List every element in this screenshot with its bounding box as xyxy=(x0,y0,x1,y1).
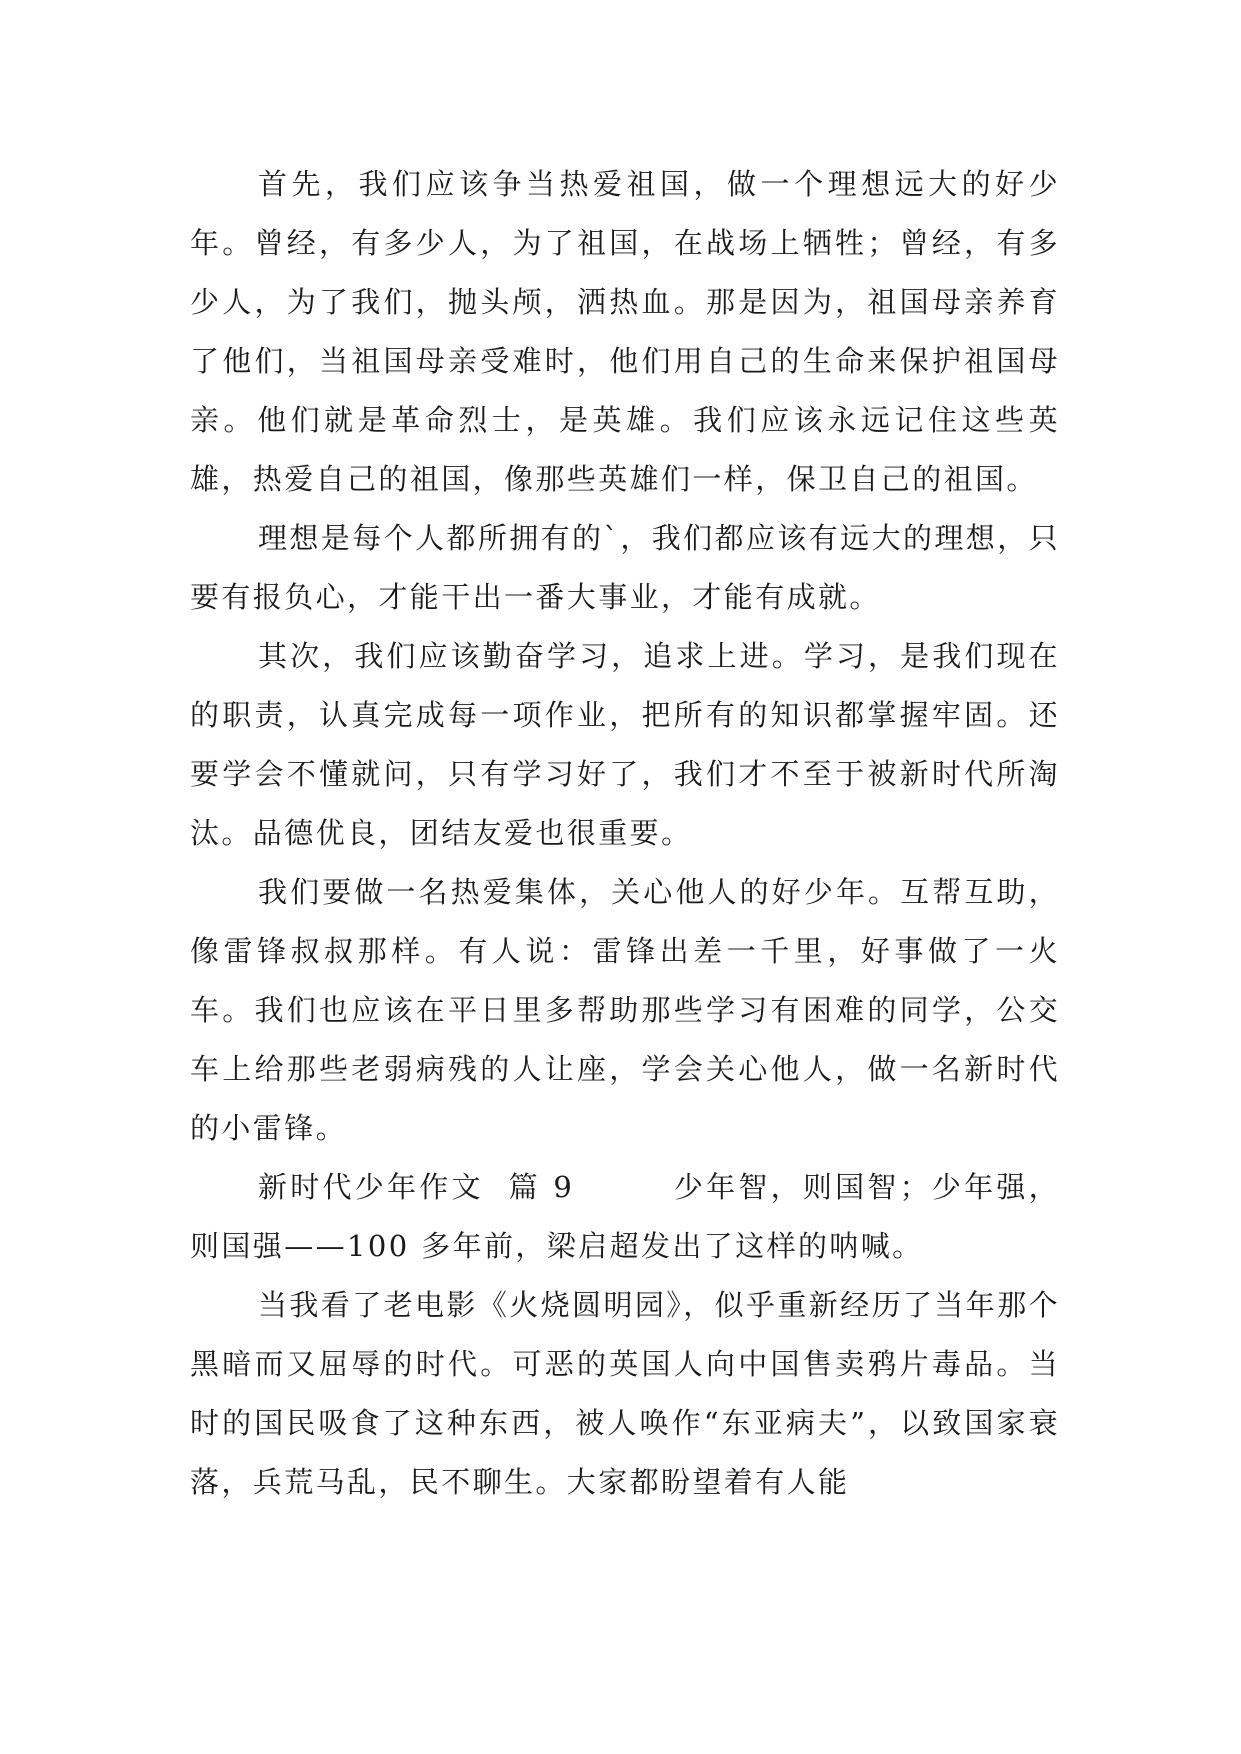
paragraph-3: 其次，我们应该勤奋学习，追求上进。学习，是我们现在的职责，认真完成每一项作业，把所有的知识都掌握牢固。还要学会不懂就问，只有学习好了，我们才不至于被新时代所淘汰。品德优良，团结友爱也很重要。 xyxy=(190,639,1060,850)
paragraph-1: 首先，我们应该争当热爱祖国，做一个理想远大的好少年。曾经，有多少人，为了祖国，在战场上牺牲；曾经，有多少人，为了我们，抛头颅，洒热血。那是因为，祖国母亲养育了他们，当祖国母亲受难时，他们用自己的生命来保护祖国母亲。他们就是革命烈士，是英雄。我们应该永远记住这些英雄，热爱自己的祖国，像那些英雄们一样，保卫自己的祖国。 xyxy=(190,167,1060,496)
paragraph-2: 理想是每个人都所拥有的`，我们都应该有远大的理想，只要有报负心，才能干出一番大事业，才能有成就。 xyxy=(190,521,1060,614)
paragraph-6: 当我看了老电影《火烧圆明园》，似乎重新经历了当年那个黑暗而又屈辱的时代。可恶的英国人向中国售卖鸦片毒品。当时的国民吸食了这种东西，被人唤作“东亚病夫”，以致国家衰落，兵荒马乱，民不聊生。大家都盼望着有人能 xyxy=(190,1288,1060,1499)
document-body xyxy=(190,155,1060,1512)
paragraph-4: 我们要做一名热爱集体，关心他人的好少年。互帮互助，像雷锋叔叔那样。有人说：雷锋出差一千里，好事做了一火车。我们也应该在平日里多帮助那些学习有困难的同学，公交车上给那些老弱病残的人让座，学会关心他人，做一名新时代的小雷锋。 xyxy=(190,875,1060,1145)
paragraph-5-heading: 新时代少年作文 篇 9 少年智，则国智；少年强，则国强——100 多年前，梁启超发出了这样的呐喊。 xyxy=(190,1170,1060,1263)
